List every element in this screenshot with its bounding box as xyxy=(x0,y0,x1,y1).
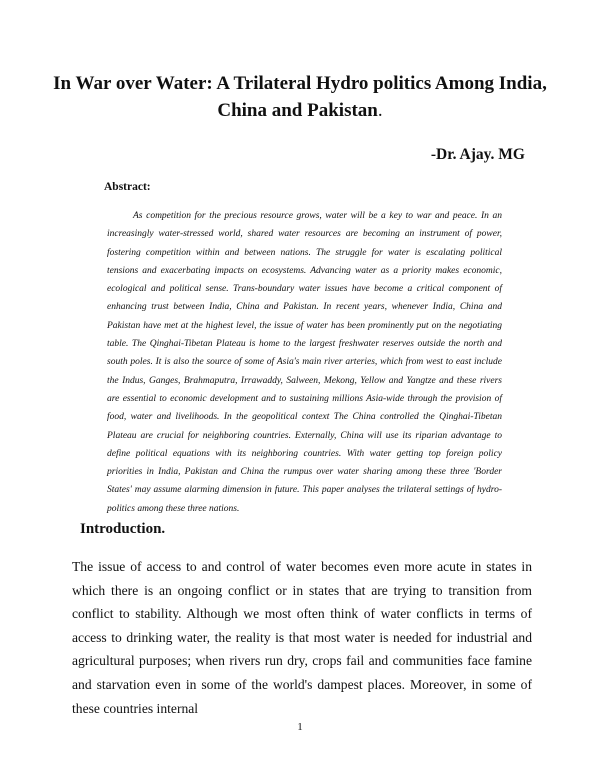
abstract-heading: Abstract: xyxy=(104,181,151,193)
introduction-body: The issue of access to and control of water becomes even more acute in states in which there is an ongoing conflict or in states that are trying to transition from conflict to stability. Although we most often think of water conflicts in terms of access to drinking water, the reality is that most water is needed for industrial and agricultural purposes; when rivers run dry, crops fail and communities face famine and starvation even in some of the world's dampest places. Moreover, in some of these countries internal xyxy=(72,559,532,716)
author-line: -Dr. Ajay. MG xyxy=(430,146,525,163)
paper-title xyxy=(40,70,560,124)
abstract-body: As competition for the precious resource grows, water will be a key to war and peace. In an increasingly water-stressed world, shared water resources are becoming an instrument of power, fostering competition within and between nations. The struggle for water is escalating political tensions and exacerbating impacts on ecosystems. Advancing water as a priority makes economic, ecological and political sense. Trans-boundary water issues have become a critical component of enhancing trust between India, China and Pakistan. In recent years, whenever India, China and Pakistan have met at the highest level, the issue of water has been prominently put on the negotiating table. The Qinghai-Tibetan Plateau is home to the largest freshwater reserves outside the north and south poles. It is also the source of some of Asia's main river arteries, which from west to east include the Indus, Ganges, Brahmaputra, Irrawaddy, Salween, Mekong, Yellow and Yangtze and these rivers are essential to economic development and to sustaining millions Asia-wide through the provision of food, water and livelihoods. In the geopolitical context The China controlled the Qinghai-Tibetan Plateau are crucial for neighboring countries. Externally, China will use its riparian advantage to define political equations with its neighboring countries. With water getting top foreign policy priorities in India, Pakistan and China the rumpus over water sharing among these three 'Border States' may assume alarming dimension in future. This paper analyses the trilateral settings of hydro-politics among these three nations. xyxy=(107,211,502,514)
introduction-heading: Introduction. xyxy=(80,521,166,537)
page-number: 1 xyxy=(297,721,303,733)
paper-title-period: . xyxy=(377,100,383,121)
paper-title-text: In War over Water: A Trilateral Hydro politics Among India, China and Pakistan xyxy=(53,73,547,121)
